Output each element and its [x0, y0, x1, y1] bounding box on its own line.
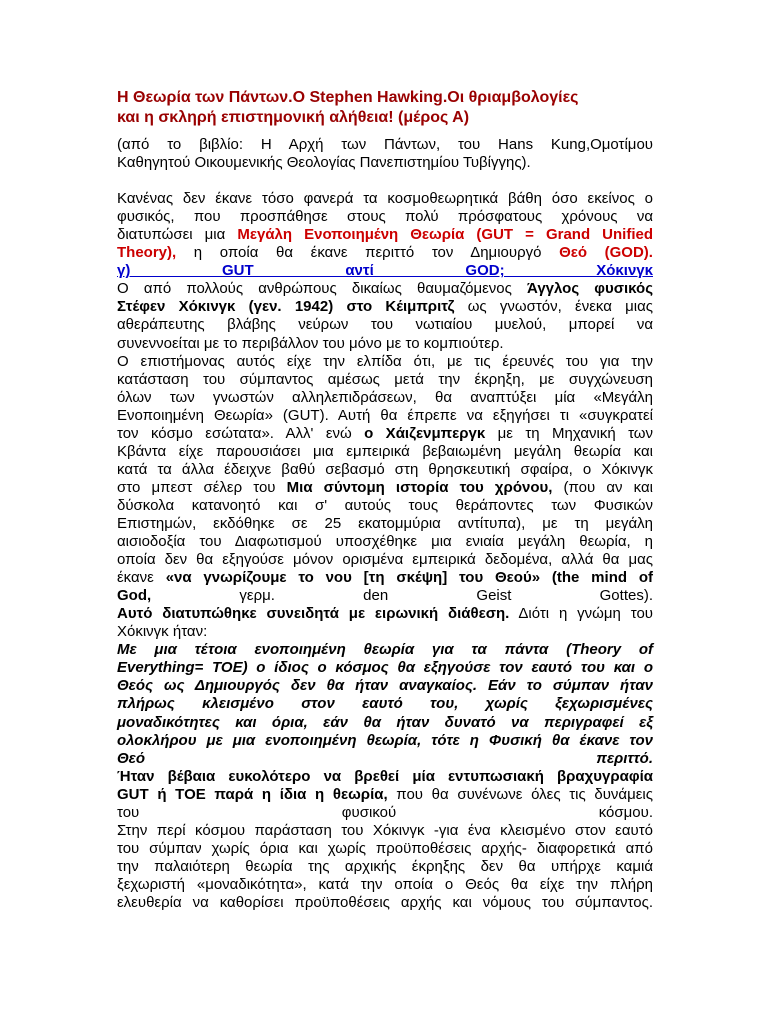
paragraph-line: [117, 226, 653, 244]
quote-line: Θεός ως Δημιουργός δεν θα ήταν αναγκαίος. Εάν το σύμπαν ήταν: [117, 677, 653, 695]
text-run: Διότι η γνώμη του: [509, 605, 653, 623]
text-run: Ο από πολλούς ανθρώπους δικαίως θαυμαζόμενος: [117, 280, 528, 298]
text-run: που θα συνένωνε όλες τις δυνάμεις: [387, 785, 653, 803]
god-highlight: Θεό (GOD).: [559, 244, 653, 262]
quote-line: ολοκλήρου με μια ενοποιημένη θεωρία, τότε η Φυσική θα έκανε τον: [117, 731, 653, 749]
quote-line: μοναδικότητες και όρια, εάν θα ήταν δυνατό να περιγραφεί εξ: [117, 713, 653, 731]
paragraph-line: Κβάντα είχε παρουσιάσει μια εμπειρικά βεβαιωμένη μεγάλη θεωρία και: [117, 442, 653, 460]
paragraph-line: [117, 569, 653, 587]
bold-run: «να γνωρίζουμε το νου [τη σκέψη] του Θεού» (the mind of: [165, 569, 653, 587]
text-run: διατυπώσει μια: [117, 226, 238, 244]
paragraph-line: του φυσικού κόσμου.: [117, 803, 653, 821]
paragraph-line: όλων των γνωστών αλληλεπιδράσεων, θα αναπτύξει μία «Μεγάλη: [117, 388, 653, 406]
document-title: [117, 88, 653, 128]
paragraph-line: Ήταν βέβαια ευκολότερο να βρεθεί μία εντυπωσιακή βραχυγραφία: [117, 767, 653, 785]
gut-highlight: Μεγάλη Ενοποιημένη Θεωρία (GUT = Grand Unified: [237, 226, 653, 244]
paragraph-line: [117, 244, 653, 262]
bold-run: GUT ή TOE παρά η ίδια η θεωρία,: [117, 785, 388, 803]
paragraph-line: Στην περί κόσμου παράσταση του Χόκινγκ -για ένα κλεισμένο στον εαυτό: [117, 821, 653, 839]
paragraph-line: [117, 280, 653, 298]
paragraph-line: [117, 479, 653, 497]
quote-line: Με μια τέτοια ενοποιημένη θεωρία για τα πάντα (Theory of: [117, 641, 653, 659]
paragraph-line: συνεννοείται με το περιβάλλον του μόνο με το κομπιούτερ.: [117, 334, 504, 352]
text-run: η οποία θα έκανε περιττό τον Δημιουργό: [176, 244, 560, 262]
bold-run: Άγγλος φυσικός: [527, 280, 654, 298]
paragraph-line: οποία δεν θα εξηγούσε μόνον ορισμένα εμπειρικά δεδομένα, αλλά θα μας: [117, 551, 653, 569]
paragraph-line: κατάσταση του σύμπαντος αμέσως μετά την έκρηξη, με συγχώνευση: [117, 370, 653, 388]
paragraph-line: Χόκινγκ ήταν:: [117, 623, 208, 641]
bold-run: Μια σύντομη ιστορία του χρόνου,: [286, 478, 553, 496]
article-body: [117, 136, 653, 912]
quote-line: πλήρως κλεισμένο στον εαυτό του, χωρίς ξεχωρισμένες: [117, 695, 653, 713]
text-run: έκανε: [117, 569, 166, 587]
bold-run: Στέφεν Χόκινγκ (γεν. 1942) στο Κέιμπριτζ: [117, 298, 455, 316]
quote-line: Everything= TOE) ο ίδιος ο κόσμος θα εξηγούσε τον εαυτό του και ο: [117, 659, 653, 677]
paragraph-line: [117, 298, 653, 316]
section-link-gut-vs-god[interactable]: γ) GUT αντί GOD; Χόκινγκ: [117, 262, 653, 280]
text-run: στο μπεστ σέλερ του: [117, 478, 287, 496]
paragraph-line: [117, 786, 653, 804]
paragraph-line: φυσικός, που προσπάθησε στους πολύ πρόσφατους χρόνους να: [117, 208, 653, 226]
bold-run: ο Χάιζενμπεργκ: [364, 424, 486, 442]
paragraph-line: αισιοδοξία του Διαφωτισμού υποσχέθηκε μια ενιαία μεγάλη θεωρία, η: [117, 533, 653, 551]
paragraph-line: του σύμπαν χωρίς όρια και χωρίς προϋποθέσεις αρχής- διαφορετικά από: [117, 839, 653, 857]
paragraph-line: [117, 425, 653, 443]
paragraph-line: Ενοποιημένη Θεωρία» (GUT). Αυτή θα έπρεπε να εξηγήσει τι «συγκρατεί: [117, 406, 653, 424]
title-line-1: Η Θεωρία των Πάντων.Ο Stephen Hawking.Οι θριαμβολογίες: [117, 89, 579, 106]
paragraph-line: Ο επιστήμονας αυτός είχε την ελπίδα ότι, με τις έρευνές του για την: [117, 352, 653, 370]
text-run: τον κόσμο εσώτατα». Αλλ' ενώ: [117, 424, 365, 442]
paragraph-line: κατά τα άλλα έδειχνε βαθύ σεβασμό στη θρησκευτική σφαίρα, ο Χόκινγκ: [117, 460, 653, 478]
gut-highlight-end: Theory),: [117, 244, 177, 262]
paragraph-line: ελευθερία να καθορίσει προϋποθέσεις αρχής και νόμους του σύμπαντος.: [117, 893, 653, 911]
text-run: με τη Μηχανική των: [485, 424, 653, 442]
paragraph-line: αθεράπευτης βλάβης νεύρων του νωτιαίου μυελού, μπορεί να: [117, 316, 653, 334]
paragraph-line: [117, 587, 653, 605]
paragraph-line: ξεχωριστή «μοναδικότητα», κατά την οποία ο Θεός θα είχε την πλήρη: [117, 875, 653, 893]
quote-line: Θεό περιττό.: [117, 749, 653, 767]
source-note-line: Καθηγητού Οικουμενικής Θεολογίας Πανεπιστημίου Τυβίγγης).: [117, 154, 531, 172]
paragraph-line: δύσκολα κατανοητό και σ' αυτούς τους θεράποντες των Φυσικών: [117, 496, 653, 514]
text-run: ως γνωστόν, ένεκα μιας: [454, 298, 653, 316]
paragraph-line: την παλαιότερη θεωρία της αρχικής έκρηξης δεν θα υπήρχε καμιά: [117, 857, 653, 875]
bold-run: Αυτό διατυπώθηκε συνειδητά με ειρωνική διάθεση.: [117, 605, 510, 623]
paragraph-line: Επιστημών, εκδόθηκε σε 25 εκατομμύρια αντίτυπα), με τη μεγάλη: [117, 514, 653, 532]
paragraph-line: [117, 605, 653, 623]
text-run: (που αν και: [552, 478, 653, 496]
bold-run: God,: [117, 587, 152, 605]
text-run: γερμ. den Geist Gottes).: [151, 587, 653, 605]
source-note-line: (από το βιβλίο: Η Αρχή των Πάντων, του Hans Kung,Ομοτίμου: [117, 136, 653, 153]
title-line-2: και η σκληρή επιστημονική αλήθεια! (μέρος Α): [117, 109, 470, 126]
paragraph-line: Κανένας δεν έκανε τόσο φανερά τα κοσμοθεωρητικά βάθη όσο εκείνος ο: [117, 190, 653, 208]
